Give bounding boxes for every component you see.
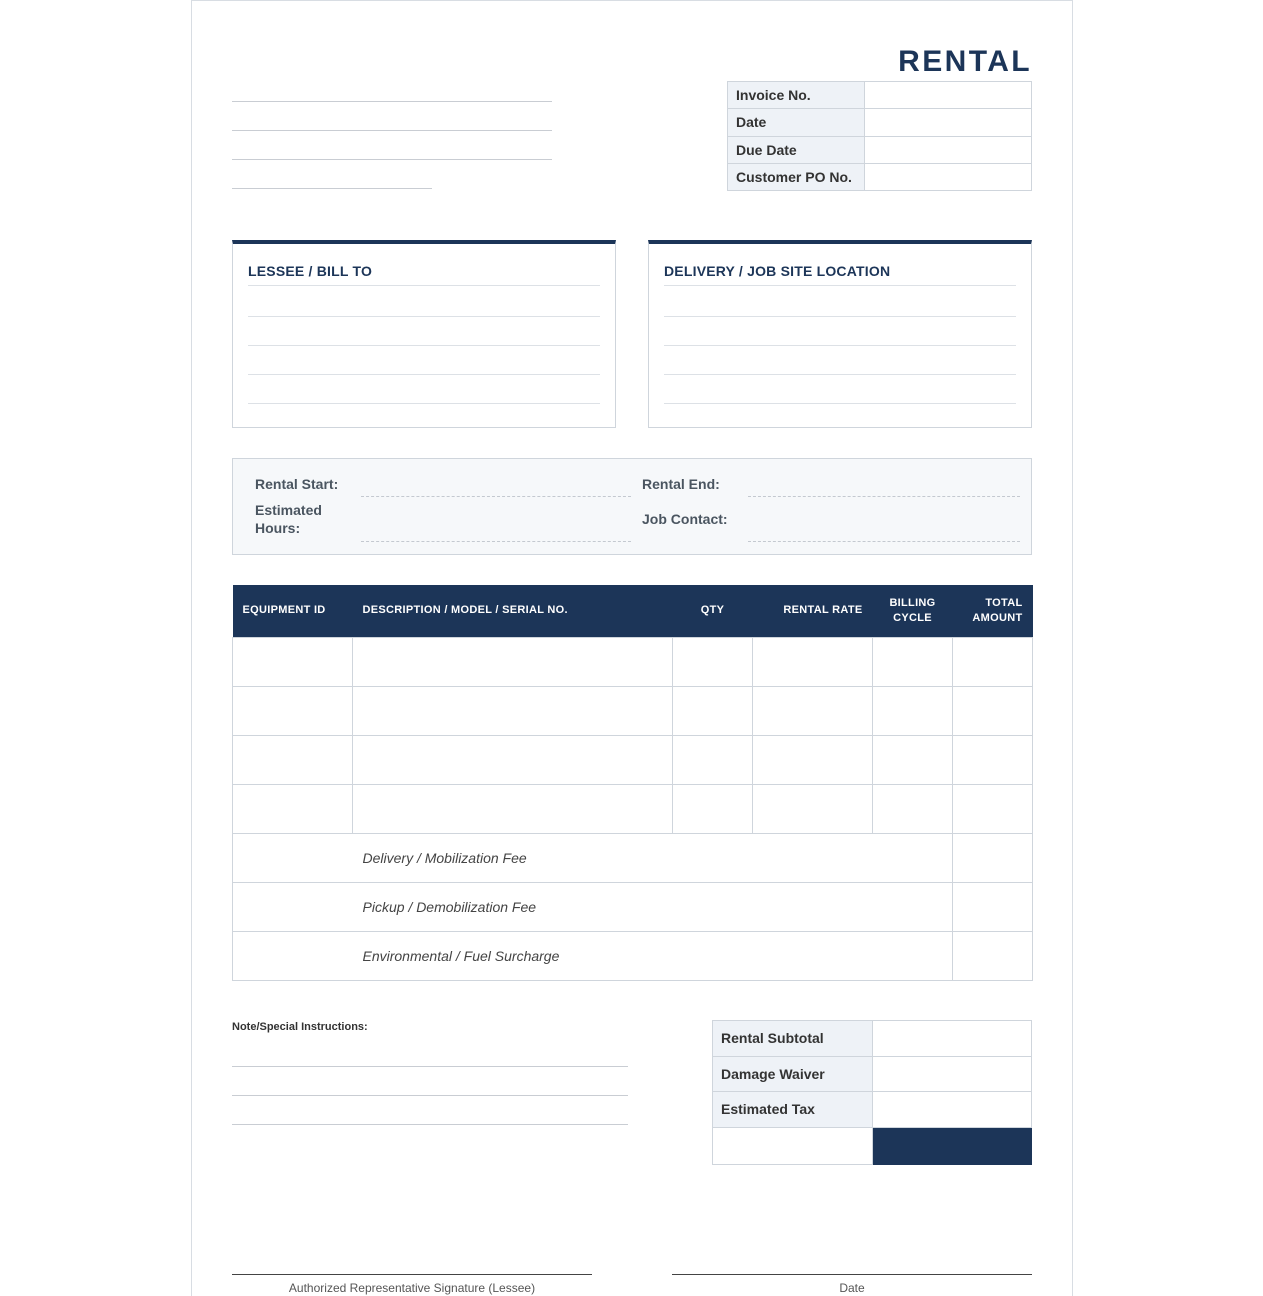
lessee-signature-line[interactable] bbox=[232, 1274, 592, 1275]
estimated-tax-value[interactable] bbox=[873, 1092, 1032, 1128]
company-line[interactable] bbox=[232, 188, 432, 189]
customer-po-field[interactable] bbox=[865, 163, 1032, 190]
rental-subtotal-label: Rental Subtotal bbox=[713, 1021, 873, 1057]
billing-cycle-cell[interactable] bbox=[873, 686, 953, 735]
invoice-title: RENTAL bbox=[898, 45, 1032, 78]
job-contact-label: Job Contact: bbox=[642, 511, 728, 527]
equipment-id-cell[interactable] bbox=[233, 637, 353, 686]
delivery-line[interactable] bbox=[664, 345, 1016, 346]
invoice-page bbox=[191, 0, 1073, 1296]
lessee-signature-label: Authorized Representative Signature (Lessee) bbox=[288, 1281, 536, 1295]
notes-line[interactable] bbox=[232, 1095, 628, 1096]
date-field[interactable] bbox=[865, 109, 1032, 136]
surcharge-fee-label: Environmental / Fuel Surcharge bbox=[353, 931, 953, 980]
notes-title: Note/Special Instructions: bbox=[232, 1021, 368, 1033]
delivery-title: DELIVERY / JOB SITE LOCATION bbox=[664, 263, 891, 279]
rental-rate-cell[interactable] bbox=[753, 637, 873, 686]
estimated-hours-label: Estimated Hours: bbox=[255, 502, 322, 536]
damage-waiver-value[interactable] bbox=[873, 1056, 1032, 1092]
date-signature-line[interactable] bbox=[672, 1274, 1032, 1275]
pickup-fee-amount[interactable] bbox=[953, 882, 1033, 931]
surcharge-fee-amount[interactable] bbox=[953, 931, 1033, 980]
table-row bbox=[233, 735, 1033, 784]
qty-cell[interactable] bbox=[673, 735, 753, 784]
description-cell[interactable] bbox=[353, 735, 673, 784]
invoice-no-label: Invoice No. bbox=[728, 82, 865, 109]
qty-cell[interactable] bbox=[673, 784, 753, 833]
totals-table bbox=[712, 1020, 1032, 1165]
delivery-location-box bbox=[648, 240, 1032, 428]
rental-start-label: Rental Start: bbox=[255, 476, 339, 492]
total-amount-cell[interactable] bbox=[953, 784, 1033, 833]
fee-spacer bbox=[233, 833, 353, 882]
total-amount-cell[interactable] bbox=[953, 637, 1033, 686]
rental-rate-cell[interactable] bbox=[753, 784, 873, 833]
qty-cell[interactable] bbox=[673, 686, 753, 735]
rental-end-field[interactable] bbox=[748, 496, 1020, 497]
rental-rate-cell[interactable] bbox=[753, 686, 873, 735]
lessee-line[interactable] bbox=[248, 403, 600, 404]
description-cell[interactable] bbox=[353, 784, 673, 833]
lessee-line[interactable] bbox=[248, 345, 600, 346]
rental-end-label: Rental End: bbox=[642, 476, 720, 492]
damage-waiver-label: Damage Waiver bbox=[713, 1056, 873, 1092]
rental-start-field[interactable] bbox=[361, 496, 631, 497]
rental-rate-cell[interactable] bbox=[753, 735, 873, 784]
customer-po-label: Customer PO No. bbox=[728, 163, 865, 190]
delivery-line[interactable] bbox=[664, 374, 1016, 375]
table-row bbox=[233, 637, 1033, 686]
total-amount-cell[interactable] bbox=[953, 735, 1033, 784]
col-qty: QTY bbox=[673, 585, 753, 637]
delivery-fee-amount[interactable] bbox=[953, 833, 1033, 882]
job-contact-field[interactable] bbox=[748, 541, 1020, 542]
equipment-id-cell[interactable] bbox=[233, 784, 353, 833]
invoice-meta-table bbox=[727, 81, 1032, 191]
company-line[interactable] bbox=[232, 101, 552, 102]
col-total-amount: TOTAL AMOUNT bbox=[953, 585, 1033, 637]
rental-period-box bbox=[232, 458, 1032, 555]
grand-total-value[interactable] bbox=[873, 1127, 1032, 1164]
estimated-tax-label: Estimated Tax bbox=[713, 1092, 873, 1128]
items-header-row bbox=[233, 585, 1033, 637]
fee-spacer bbox=[233, 931, 353, 980]
qty-cell[interactable] bbox=[673, 637, 753, 686]
due-date-field[interactable] bbox=[865, 136, 1032, 163]
fee-row-delivery bbox=[233, 833, 1033, 882]
lessee-bill-to-box bbox=[232, 240, 616, 428]
due-date-label: Due Date bbox=[728, 136, 865, 163]
fee-row-surcharge bbox=[233, 931, 1033, 980]
billing-cycle-cell[interactable] bbox=[873, 735, 953, 784]
delivery-line[interactable] bbox=[664, 403, 1016, 404]
col-rental-rate: RENTAL RATE bbox=[753, 585, 873, 637]
estimated-hours-field[interactable] bbox=[361, 541, 631, 542]
fee-spacer bbox=[233, 882, 353, 931]
lessee-line[interactable] bbox=[248, 285, 600, 286]
col-billing-cycle: BILLING CYCLE bbox=[873, 585, 953, 637]
description-cell[interactable] bbox=[353, 686, 673, 735]
fee-row-pickup bbox=[233, 882, 1033, 931]
invoice-no-field[interactable] bbox=[865, 82, 1032, 109]
grand-total-label bbox=[713, 1127, 873, 1164]
date-label: Date bbox=[728, 109, 865, 136]
delivery-line[interactable] bbox=[664, 316, 1016, 317]
description-cell[interactable] bbox=[353, 637, 673, 686]
equipment-id-cell[interactable] bbox=[233, 735, 353, 784]
notes-line[interactable] bbox=[232, 1124, 628, 1125]
delivery-fee-label: Delivery / Mobilization Fee bbox=[353, 833, 953, 882]
col-description: DESCRIPTION / MODEL / SERIAL NO. bbox=[353, 585, 673, 637]
total-amount-cell[interactable] bbox=[953, 686, 1033, 735]
delivery-line[interactable] bbox=[664, 285, 1016, 286]
notes-line[interactable] bbox=[232, 1066, 628, 1067]
lessee-line[interactable] bbox=[248, 374, 600, 375]
col-equipment-id: EQUIPMENT ID bbox=[233, 585, 353, 637]
table-row bbox=[233, 784, 1033, 833]
billing-cycle-cell[interactable] bbox=[873, 784, 953, 833]
billing-cycle-cell[interactable] bbox=[873, 637, 953, 686]
equipment-id-cell[interactable] bbox=[233, 686, 353, 735]
table-row bbox=[233, 686, 1033, 735]
rental-subtotal-value[interactable] bbox=[873, 1021, 1032, 1057]
lessee-line[interactable] bbox=[248, 316, 600, 317]
company-line[interactable] bbox=[232, 130, 552, 131]
date-signature-label: Date bbox=[839, 1281, 865, 1295]
equipment-items-table bbox=[232, 585, 1033, 981]
lessee-title: LESSEE / BILL TO bbox=[248, 263, 373, 279]
company-line[interactable] bbox=[232, 159, 552, 160]
pickup-fee-label: Pickup / Demobilization Fee bbox=[353, 882, 953, 931]
